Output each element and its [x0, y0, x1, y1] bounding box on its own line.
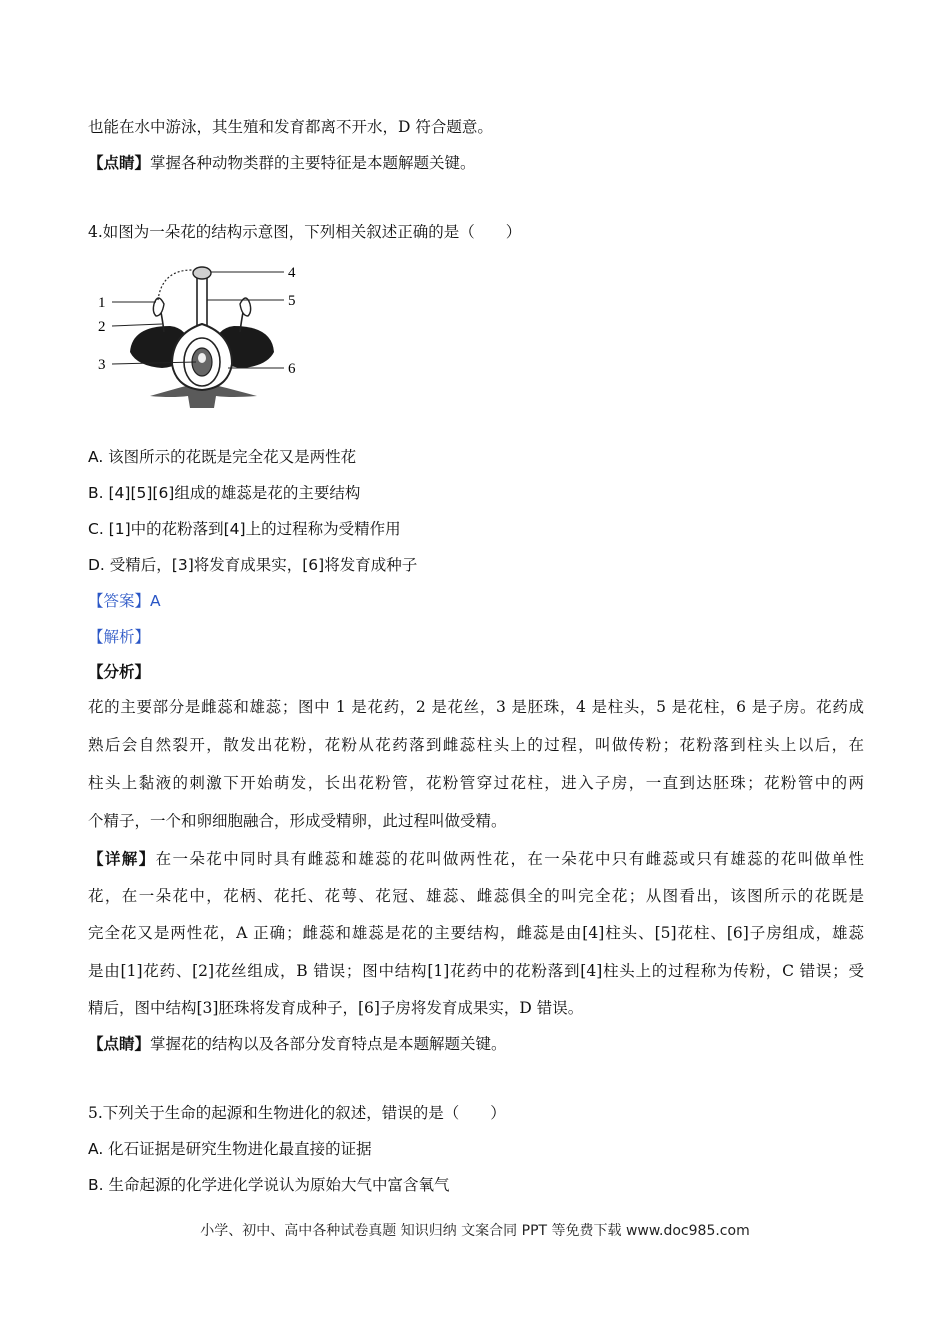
- text-line: 也能在水中游泳，其生殖和发育都离不开水，D 符合题意。: [88, 118, 493, 136]
- answer-value: A: [150, 592, 161, 610]
- detail-line: [88, 848, 864, 870]
- figure-label-1: 1: [98, 295, 106, 311]
- dianjing-text: 掌握花的结构以及各部分发育特点是本题解题关键。: [150, 1035, 507, 1053]
- dianjing-line: [88, 152, 864, 174]
- figure-label-3: 3: [98, 357, 106, 373]
- answer-line: [88, 590, 864, 612]
- detail-line: 花，在一朵花中，花柄、花托、花萼、花冠、雄蕊、雌蕊俱全的叫完全花；从图看出，该图所示的花既是: [88, 887, 864, 905]
- flower-structure-figure: [92, 256, 312, 412]
- dianjing-text: 掌握各种动物类群的主要特征是本题解题关键。: [150, 154, 476, 172]
- fenxi-tag: 【分析】: [88, 662, 151, 681]
- figure-label-6: 6: [288, 361, 296, 377]
- page-footer: 小学、初中、高中各种试卷真题 知识归纳 文案合同 PPT 等免费下载 www.doc985.com: [200, 1223, 750, 1239]
- figure-label-4: 4: [288, 265, 296, 281]
- q5-option-b: B. 生命起源的化学进化学说认为原始大气中富含氧气: [88, 1176, 450, 1194]
- question-4-stem: 4.如图为一朵花的结构示意图，下列相关叙述正确的是（ ）: [88, 223, 522, 241]
- dianjing-tag: 【点睛】: [88, 1034, 151, 1053]
- analysis-tag: 【解析】: [88, 628, 151, 646]
- fenxi-line: 个精子，一个和卵细胞融合，形成受精卵，此过程叫做受精。: [88, 812, 507, 830]
- detail-tag: 【详解】: [88, 849, 156, 868]
- option-c: C. [1]中的花粉落到[4]上的过程称为受精作用: [88, 520, 401, 538]
- answer-tag: 【答案】: [88, 592, 151, 610]
- dianjing-line: [88, 1033, 864, 1055]
- detail-text: 在一朵花中同时具有雌蕊和雄蕊的花叫做两性花，在一朵花中只有雌蕊或只有雄蕊的花叫做单性: [155, 850, 864, 868]
- question-5-stem: 5.下列关于生命的起源和生物进化的叙述，错误的是（ ）: [88, 1104, 506, 1122]
- detail-line: 完全花又是两性花，A 正确；雌蕊和雄蕊是花的主要结构，雌蕊是由[4]柱头、[5]花柱、[6]子房组成，雄蕊: [88, 924, 864, 942]
- fenxi-line: 熟后会自然裂开，散发出花粉，花粉从花药落到雌蕊柱头上的过程，叫做传粉；花粉落到柱头上以后，在: [88, 736, 864, 754]
- fenxi-line: 花的主要部分是雌蕊和雄蕊；图中 1 是花药，2 是花丝，3 是胚珠，4 是柱头，5 是花柱，6 是子房。花药成: [88, 698, 864, 716]
- detail-line: 精后，图中结构[3]胚珠将发育成种子，[6]子房将发育成果实，D 错误。: [88, 999, 584, 1017]
- fenxi-line: 柱头上黏液的刺激下开始萌发，长出花粉管，花粉管穿过花柱，进入子房，一直到达胚珠；花粉管中的两: [88, 774, 864, 792]
- figure-label-2: 2: [98, 319, 106, 335]
- figure-label-5: 5: [288, 293, 296, 309]
- dianjing-tag: 【点睛】: [88, 153, 151, 172]
- option-a: A. 该图所示的花既是完全花又是两性花: [88, 448, 357, 466]
- option-d: D. 受精后，[3]将发育成果实，[6]将发育成种子: [88, 556, 418, 574]
- detail-line: 是由[1]花药、[2]花丝组成，B 错误；图中结构[1]花药中的花粉落到[4]柱头上的过程称为传粉，C 错误；受: [88, 962, 864, 980]
- q5-option-a: A. 化石证据是研究生物进化最直接的证据: [88, 1140, 372, 1158]
- option-b: B. [4][5][6]组成的雄蕊是花的主要结构: [88, 484, 361, 502]
